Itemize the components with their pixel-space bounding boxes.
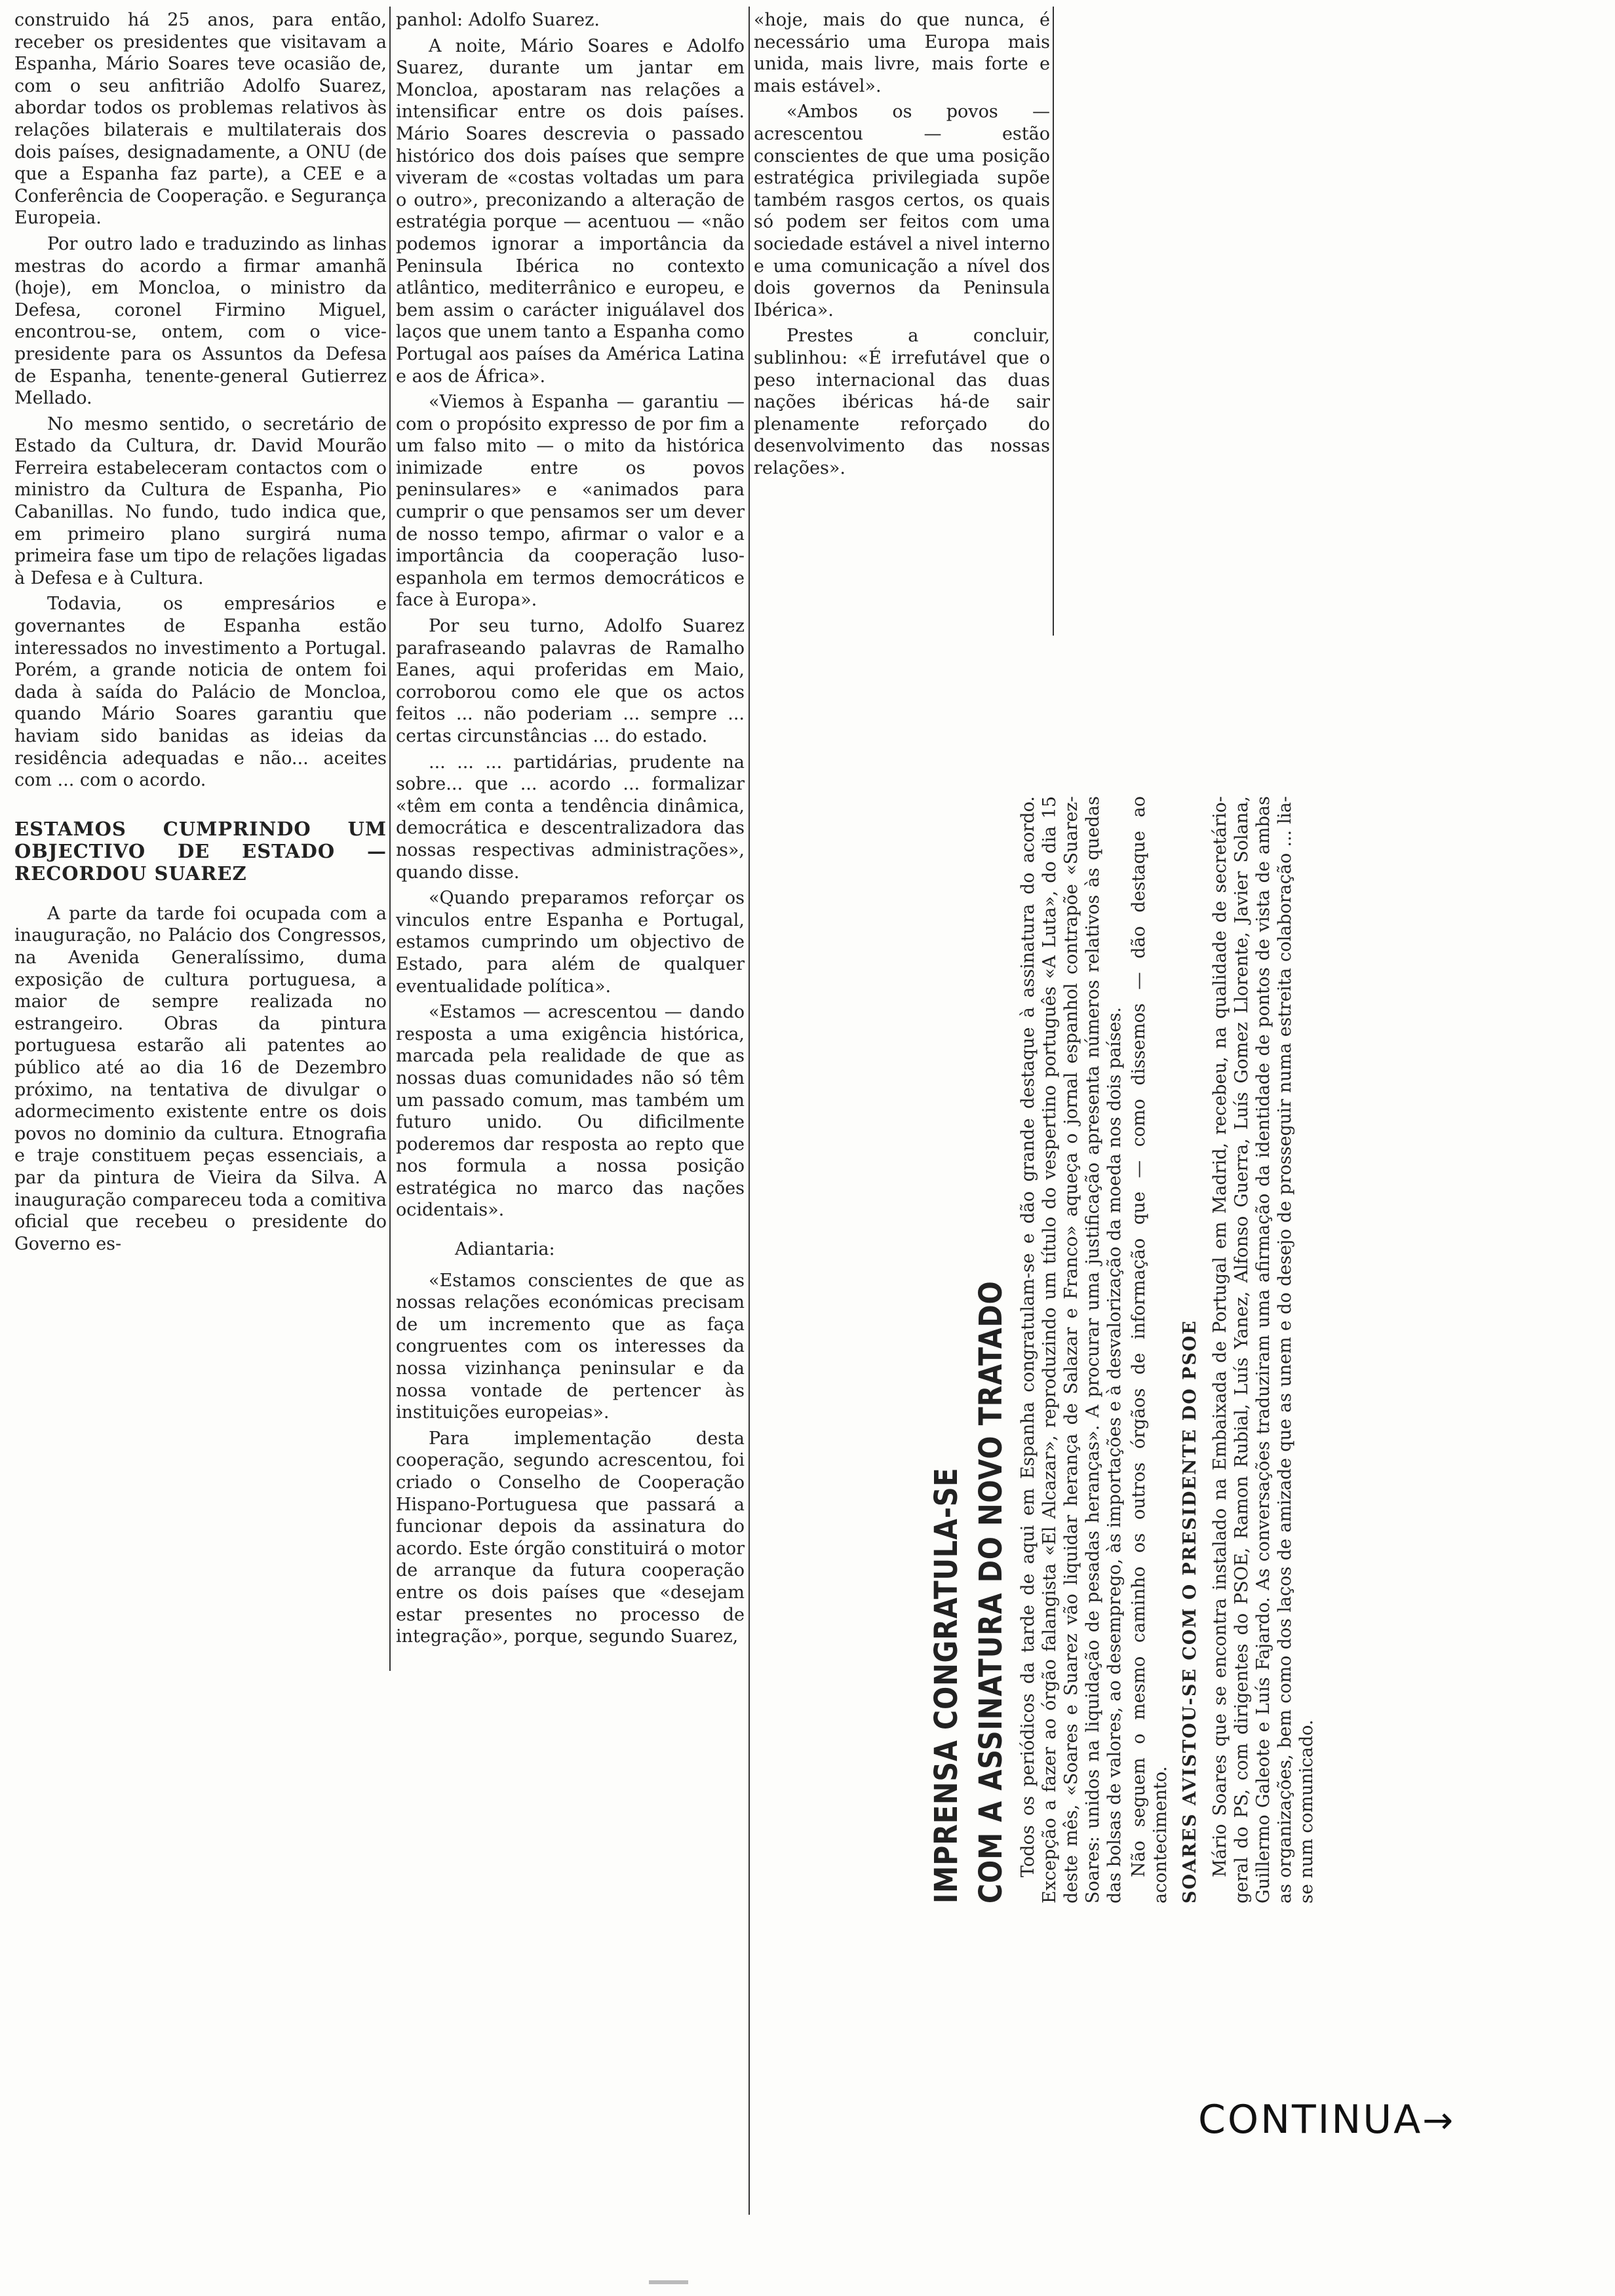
paragraph: A parte da tarde foi ocupada com a inauguração, no Palácio dos Congressos, na Avenida Generalíssimo, duma exposição de cultura portuguesa, a maior de sempre realizada no estrangeiro. Obras da pintura portuguesa estarão ali patentes ao público até ao dia 16 de Dezembro próximo, na tentativa de divulgar o adormecimento existente entre os dois povos no dominio da cultura. Etnografia e traje constituem peças essenciais, a par da pintura de Vieira da Silva. A inauguração compareceu toda a comitiva oficial que recebeu o presidente do Governo es- [14, 903, 387, 1254]
arrow-right-icon: → [1422, 2099, 1456, 2142]
article-column-2 [396, 9, 745, 2230]
column-divider [1053, 7, 1054, 636]
paragraph: Mário Soares que se encontra instalado na Embaixada de Portugal em Madrid, recebeu, na qualidade de secretário-geral do PS, com dirigentes do PSOE, Ramon Rubial, Luís Yanez, Alfonso Guerra, Luís Gomez Llorente, Javier Solana, Guillermo Galeote e Luís Fajardo. As conversações traduziram uma afirmação da identidade de pontos de vista de ambas as organizações, bem como dos laços de amizade que as unem e do desejo de prosseguir numa estreita colaboração ... lia-se num comunicado. [1210, 796, 1317, 1904]
paragraph: Prestes a concluir, sublinhou: «É irrefutável que o peso internacional das duas nações ibéricas há-de sair plenamente reforçado do desenvolvimento das nossas relações». [754, 326, 1050, 478]
paragraph: Por outro lado e traduzindo as linhas mestras do acordo a firmar amanhã (hoje), em Moncloa, o ministro da Defesa, coronel Firmino Miguel, encontrou-se, ontem, com o vice-presidente para os Assuntos da Defesa de Espanha, tenente-general Gutierrez Mellado. [14, 233, 387, 409]
paragraph: Não seguem o mesmo caminho os outros órgãos de informação que — como dissemos — dão destaque ao acontecimento. [1129, 796, 1171, 1904]
paragraph: «Estamos — acrescentou — dando resposta a uma exigência histórica, marcada pela realidade de que as nossas duas comunidades não só têm um passado comum, mas também um futuro unido. Ou dificilmente poderemos dar resposta ao repto que nos formula a nossa posição estratégica no marco das nações ocidentais». [396, 1002, 745, 1221]
column-divider [749, 7, 750, 2215]
section-heading: ESTAMOS CUMPRINDO UM OBJECTIVO DE ESTADO — RECORDOU SUAREZ [14, 817, 387, 885]
paragraph: Por seu turno, Adolfo Suarez parafraseando palavras de Ramalho Eanes, aqui proferidas em Maio, corroborou como ele que os actos feitos ... não poderiam ... sempre ... certas circunstâncias ... do estado. [396, 616, 745, 746]
sidebar-headline-line-1: IMPRENSA CONGRATULA-SE [928, 1467, 965, 1904]
page-mark [649, 2280, 688, 2284]
paragraph: Todavia, os empresários e governantes de Espanha estão interessados no investimento a Portugal. Porém, a grande noticia de ontem foi dada à saída do Palácio de Moncloa, quando Mário Soares garantiu que haviam sido banidas as ideias da residência adequadas e não... aceites com ... com o acordo. [14, 594, 387, 791]
paragraph: Para implementação desta cooperação, segundo acrescentou, foi criado o Conselho de Cooperação Hispano-Portuguesa que passará a funcionar depois da assinatura do acordo. Este órgão constituirá o motor de arranque da futura cooperação entre os dois países que «desejam estar presentes no processo de integração», porque, segundo Suarez, [396, 1428, 745, 1647]
paragraph: No mesmo sentido, o secretário de Estado da Cultura, dr. David Mourão Ferreira estabeleceram contactos com o ministro da Cultura de Espanha, Pio Cabanillas. No fundo, tudo indica que, em primeiro plano surgirá numa primeira fase um tipo de relações ligadas à Defesa e à Cultura. [14, 413, 387, 588]
paragraph: «hoje, mais do que nunca, é necessário uma Europa mais unida, mais livre, mais forte e mais estável». [754, 10, 1050, 96]
paragraph: A noite, Mário Soares e Adolfo Suarez, durante um jantar em Moncloa, apostaram nas relações a intensificar entre os dois países. Mário Soares descrevia o passado histórico dos dois países que sempre viveram de «costas voltadas um para o outro», preconizando a alteração de estratégia porque — acentuou — «não podemos ignorar a importância da Peninsula Ibérica no contexto atlântico, mediterrânico e europeu, e bem assim o carácter iniguálavel dos laços que unem tanto a Espanha como Portugal aos países da América Latina e aos de África». [396, 35, 745, 387]
paragraph: panhol: Adolfo Suarez. [396, 10, 600, 30]
sidebar-headline-line-2: COM A ASSINATURA DO NOVO TRATADO [973, 1280, 1009, 1904]
paragraph: «Viemos à Espanha — garantiu — com o propósito expresso de por fim a um falso mito — o mito da histórica inimizade entre os povos peninsulares» e «animados para cumprir o que pensamos ser um dever de nosso tempo, afirmar o valor e a importância da cooperação luso-espanhola em termos democráticos e face à Europa». [396, 392, 745, 611]
paragraph: Todos os periódicos da tarde de aqui em Espanha congratulam-se e dão grande destaque à assinatura do acordo. Excepção a fazer ao órgão falangista «El Alcazar», reproduzindo um título do vespertino português «A Luta», do dia 15 deste mês, «Soares e Suarez vão liquidar herança de Salazar e Franco» aqueça o jornal espanhol contrapõe «Suarez-Soares: unidos na liquidação de pesadas heranças». A procurar uma justificação apresenta números relativos às quedas das bolsas de valores, ao desemprego, às importações e à desvalorização da moeda nos dois países. [1018, 796, 1125, 1904]
rotated-sidebar-article [924, 796, 1320, 1904]
continue-label [1198, 2097, 1455, 2143]
paragraph: «Ambos os povos — acrescentou — estão conscientes de que uma posição estratégica privilegiada supõe também rasgos certos, os quais só podem ser feitos com uma sociedade estável a nivel interno e uma comunicação a nível dos dois governos da Peninsula Ibérica». [754, 102, 1050, 320]
continue-text: CONTINUA [1198, 2097, 1423, 2143]
paragraph: Adiantaria: [455, 1239, 555, 1260]
sidebar-body [1017, 796, 1317, 1904]
paragraph: construido há 25 anos, para então, receber os presidentes que visitavam a Espanha, Mário Soares teve ocasião de, com o seu anfitrião Adolfo Suarez, abordar todos os problemas relativos às relações bilaterais e multilaterais dos dois países, designadamente, a ONU (de que a Espanha faz parte), a CEE e a Conferência de Cooperação. e Segurança Europeia. [14, 10, 387, 229]
column-divider [389, 7, 391, 1671]
article-column-3 [754, 9, 1050, 638]
paragraph: ... ... ... partidárias, prudente na sobre... que ... acordo ... formalizar «têm em conta a tendência dinâmica, democrática e descentralizadora das nossas respectivas administrações», quando disse. [396, 752, 745, 883]
article-column-1 [14, 9, 387, 1687]
paragraph: «Quando preparamos reforçar os vinculos entre Espanha e Portugal, estamos cumprindo um objectivo de Estado, para além de qualquer eventualidade política». [396, 888, 745, 997]
sidebar-subheading: SOARES AVISTOU-SE COM O PRESIDENTE DO PSOE [1180, 1320, 1200, 1904]
paragraph: «Estamos conscientes de que as nossas relações económicas precisam de um incremento que as faça congruentes com os interesses da nossa vizinhança peninsular e da nossa vontade de pertencer às instituições europeias». [396, 1270, 745, 1423]
